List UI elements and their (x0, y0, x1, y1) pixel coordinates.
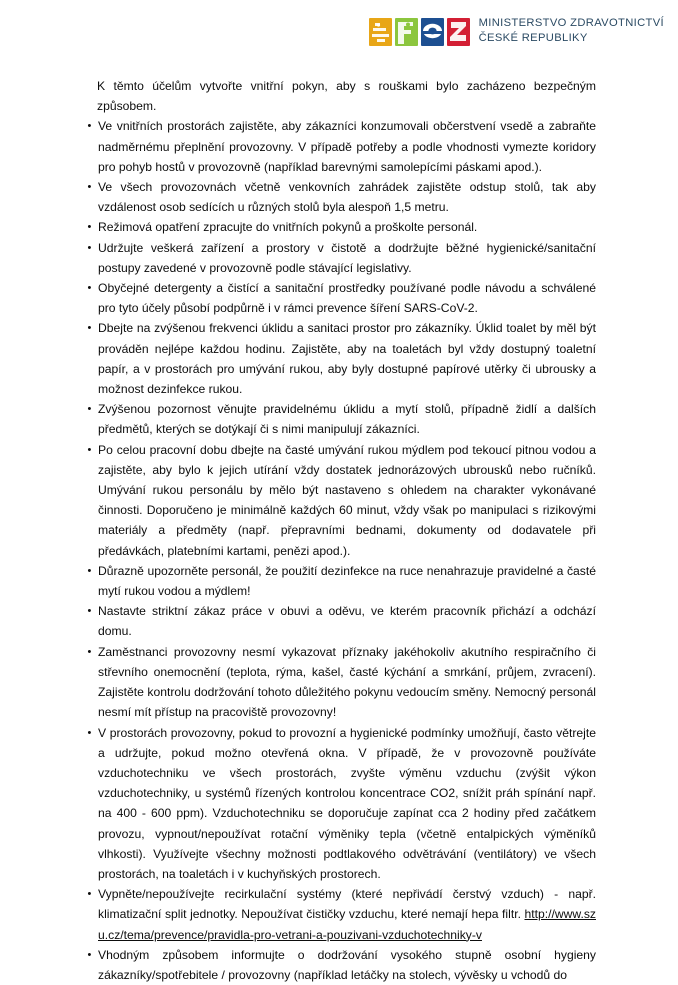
list-item (88, 601, 596, 641)
logo-mark-green-icon (395, 18, 418, 46)
list-item (88, 399, 596, 439)
list-item-text: • Nastavte striktní zákaz práce v obuvi a oděvu, ve kterém pracovník přichází a odchází domu. (98, 604, 596, 639)
list-item (88, 116, 596, 177)
document-content (88, 76, 596, 985)
list-item (88, 723, 596, 885)
list-item-text: • Vhodným způsobem informujte o dodržování vysokého stupně osobní hygieny zákazníky/spotřebitele / provozovny (například letáčky na stolech, vývěsky u vchodů do (98, 947, 596, 982)
document-header (369, 16, 664, 46)
szu-ventilation-link[interactable]: http://www.szu.cz/tema/prevence/pravidla-pro-vetrani-a-pouzivani-vzduchotechniky-v (98, 907, 596, 942)
logo-mark-blue-icon (421, 18, 444, 46)
ministry-name (479, 16, 664, 46)
logo-glyph-green-icon (395, 18, 418, 46)
list-item-text: • Ve vnitřních prostorách zajistěte, aby zákazníci konzumovali občerstvení vsedě a zabraňte nadměrnému přeplnění provozovny. V případě potřeby a podle vhodnosti vymezte koridory pro pohyb hostů v provozovně (například barevnými samolepícími páskami apod.). (98, 119, 596, 174)
lead-paragraph: K těmto účelům vytvořte vnitřní pokyn, aby s rouškami bylo zacházeno bezpečným způsobem. (97, 79, 596, 114)
list-item (88, 642, 596, 723)
list-item-text: • Zaměstnanci provozovny nesmí vykazovat příznaky jakéhokoliv akutního respiračního či střevního onemocnění (teplota, rýma, kašel, časté kýchání a smrkání, průjem, zvracení). Zajistěte kontrolu dodržování tohoto důležitého pokynu vedoucím směny. Nemocný personál nesmí mít přístup na pracoviště provozovny! (98, 644, 596, 720)
logo-mark-red-icon (447, 18, 470, 46)
list-item-text: • Zvýšenou pozornost věnujte pravidelnému úklidu a mytí stolů, případně židlí a dalších předmětů, kterých se dotýkají či s nimi manipulují zákazníci. (98, 402, 596, 437)
list-item (88, 440, 596, 561)
list-item (88, 278, 596, 318)
list-item-text: • Dbejte na zvýšenou frekvenci úklidu a sanitaci prostor pro zákazníky. Úklid toalet by měl být prováděn nejlépe každou hodinu. Zajistěte, aby na toaletách byl vždy dostupný toaletní papír, a v prostorách pro umývání rukou, aby byly dostupné papírové utěrky či ubrousky a možnost dezinfekce rukou. (98, 321, 596, 397)
ministry-logo (369, 16, 470, 46)
logo-glyph-blue-icon (421, 18, 444, 46)
list-item-text: • Po celou pracovní dobu dbejte na časté umývání rukou mýdlem pod tekoucí pitnou vodou a zajistěte, aby bylo k jejich utírání vždy dostatek jednorázových ubrousků nebo ručníků. Umývání rukou personálu by mělo být nastaveno s ohledem na charakter vykonávané činnosti. Doporučeno je minimálně každých 60 minut, vždy však po manipulaci s rizikovými materiály a předměty (např. přepravními bednami, dokumenty od dodavatele při předávkách, platebními kartami, penězi apod.). (98, 442, 596, 558)
list-item-with-link (88, 884, 596, 945)
list-item-text: • Režimová opatření zpracujte do vnitřních pokynů a proškolte personál. (98, 220, 478, 235)
guidance-bullet-list (88, 116, 596, 985)
logo-glyph-yellow-icon (369, 18, 392, 46)
list-item (88, 217, 596, 237)
list-item-text: • Ve všech provozovnách včetně venkovních zahrádek zajistěte odstup stolů, tak aby vzdálenost osob sedících u různých stolů byla alespoň 1,5 metru. (98, 180, 596, 215)
list-item-text: • Důrazně upozorněte personál, že použití dezinfekce na ruce nenahrazuje pravidelné a časté mytí rukou vodou a mýdlem! (98, 563, 596, 599)
list-item (88, 318, 596, 399)
list-item (88, 238, 596, 278)
list-item-text: Vypněte/nepoužívejte recirkulační systémy (které nepřivádí čerstvý vzduch) - např. klimatizační split jednotky. Nepoužívat čističky vzduchu, které nemají hepa filtr. (98, 887, 596, 922)
list-item-text: • Obyčejné detergenty a čistící a sanitační prostředky používané podle návodu a schválené pro tyto účely působí podpůrně i v rámci prevence šíření SARS-CoV-2. (98, 281, 596, 316)
ministry-name-line-1: MINISTERSTVO ZDRAVOTNICTVÍ (478, 17, 664, 30)
list-item-text: • Udržujte veškerá zařízení a prostory v čistotě a dodržujte běžné hygienické/sanitační postupy zavedené v provozovně podle stávající legislativy. (98, 240, 596, 275)
logo-mark-yellow-icon (369, 18, 392, 46)
logo-glyph-red-icon (447, 18, 470, 46)
list-item (88, 945, 596, 985)
list-item (88, 177, 596, 217)
ministry-name-line-2: ČESKÉ REPUBLIKY (478, 31, 588, 44)
list-item-text: • V prostorách provozovny, pokud to provozní a hygienické podmínky umožňují, často větrejte a udržujte, pokud možno otevřená okna. V případě, že v provozovně používáte vzduchotechniku ve všech prostorách, zvyšte výměnu vzduchu (zvýšit výkon vzduchotechniky, u systémů řízených kontrolou koncentrace CO2, snížit práh spínání např. na 400 - 600 ppm). Vzduchotechniku se doporučuje zapínat cca 2 hodiny před začátkem provozu, vypnout/nepoužívat rotační výměniky tepla (včetně entalpických výměníků vlhkosti). Využívejte všechny možnosti podtlakového odvětrávání (ventilátory) ve všech prostorách, na toaletách i v kuchyňských prostorech. (98, 725, 596, 881)
list-item (88, 561, 596, 601)
